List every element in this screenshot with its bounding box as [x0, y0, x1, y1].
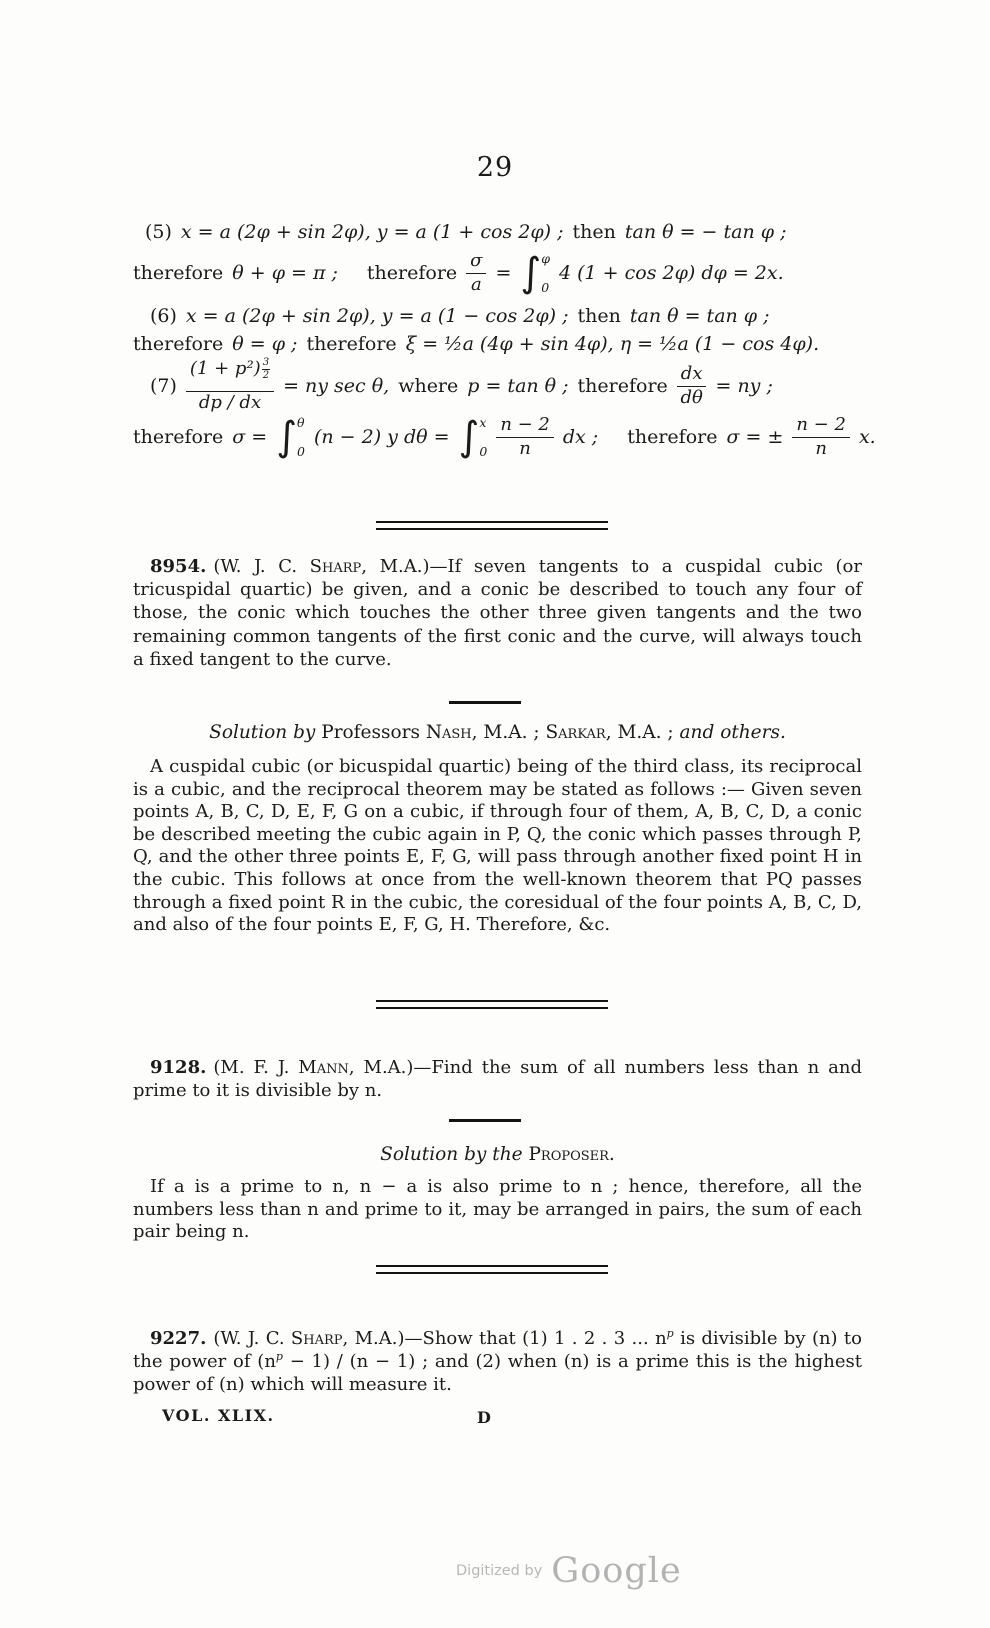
equation-tag: (7) — [150, 375, 177, 397]
exponent-three-halves: $\frac{3}{2}$ — [262, 356, 270, 381]
problem-number: 8954. — [150, 556, 207, 577]
solution-9128-heading: Solution by the Proposer. — [380, 1144, 615, 1165]
section-divider — [376, 521, 608, 530]
fraction-1-plus-p2-over-dpdx: (1 + p²) $\frac{3}{2}$ dp / dx — [186, 359, 274, 414]
solution-rule — [449, 701, 521, 704]
page-number: 29 — [476, 152, 514, 183]
fraction-sigma-over-a: $\frac{\sigma}{a}$ — [466, 251, 486, 295]
problem-8954-statement: 8954. (W. J. C. Sharp, M.A.)—If seven tangents to a cuspidal cubic (or tricuspidal quartic) be given, and a conic be described to touch any four of those, the conic which touches the other three given tangents and the two remaining common tangents of the first conic and the curve, will always touch a fixed tangent to the curve. — [133, 556, 863, 670]
solution-8954-body: A cuspidal cubic (or bicuspidal quartic) being of the third class, its reciprocal is a cubic, and the reciprocal theorem may be stated as follows :— Given seven points A, B, C, D, E, F, G on a cubic, if through four of them, A, B, C, D, a conic be described meeting the cubic again in P, Q, the conic which passes through P, Q, and the other three points E, F, G, will pass through another fixed point H in the cubic. This follows at once from the well-known theorem that PQ passes through a fixed point R in the cubic, the coresidual of the four points A, B, C, D, and also of the four points E, F, G, H. Therefore, &c. — [133, 756, 862, 936]
solver-name: Proposer. — [528, 1144, 615, 1165]
solver-name: Nash — [425, 722, 472, 743]
equation-6-line-2: therefore θ = φ ; therefore ξ = ½a (4φ + sin 4φ), η = ½a (1 − cos 4φ). — [133, 333, 820, 355]
author-name: Mann — [298, 1057, 349, 1078]
digitization-watermark — [456, 1551, 682, 1591]
equation-7-line-1: (7) (1 + p²) $\frac{3}{2}$ dp / dx = ny sec θ, where p = tan θ ; therefore $\frac{dx}{d\theta}$ = ny ; — [150, 356, 773, 413]
exponent-p: p — [666, 1327, 674, 1340]
integral-sign: ∫ x 0 — [458, 414, 488, 460]
problem-9128-statement: 9128. (M. F. J. Mann, M.A.)—Find the sum of all numbers less than n and prime to it is divisible by n. — [133, 1057, 863, 1102]
fraction-dx-over-dtheta: $\frac{dx}{d\theta}$ — [677, 364, 707, 408]
problem-number: 9227. — [150, 1328, 207, 1349]
fraction-n-minus-2-over-n: $\frac{n - 2}{n}$ — [792, 415, 850, 459]
printer-signature: D — [477, 1408, 493, 1427]
equation-tag: (5) — [145, 221, 172, 243]
equation-5-line-2: therefore θ + φ = π ; therefore $\frac{\sigma}{a}$ = ∫ φ 0 4 (1 + cos 2φ) dφ = 2x. — [133, 249, 784, 296]
exponent-p: p — [275, 1350, 283, 1364]
solution-8954-heading: Solution by Professors Nash, M.A. ; Sarkar, M.A. ; and others. — [209, 722, 786, 743]
solution-rule — [449, 1119, 521, 1122]
author-name: Sharp — [290, 1328, 343, 1349]
equation-6-line-1: (6) x = a (2φ + sin 2φ), y = a (1 − cos 2φ) ; then tan θ = tan φ ; — [150, 305, 770, 327]
volume-label: VOL. XLIX. — [162, 1406, 275, 1425]
problem-9227-statement: 9227. (W. J. C. Sharp, M.A.)—Show that (1) 1 . 2 . 3 ... $n^p$ is divisible by (n) to the power of $(n^p - 1) / (n - 1)$ ; and (2) when (n) is a prime this is the highest power of (n) which will measure it. — [133, 1327, 862, 1396]
solver-name: Sarkar — [545, 722, 606, 743]
google-logo: Google — [551, 1551, 682, 1591]
problem-number: 9128. — [150, 1057, 207, 1078]
section-divider — [376, 1000, 608, 1009]
equation-tag: (6) — [150, 305, 177, 327]
section-divider — [376, 1265, 608, 1274]
fraction-n-minus-2-over-n: $\frac{n - 2}{n}$ — [496, 415, 554, 459]
equation-7-line-2: therefore σ = ∫ θ 0 (n − 2) y dθ = ∫ x 0 $\frac{n - 2}{n}$ dx ; therefore σ = ± $\frac{n - 2}{n}$ x. — [133, 413, 876, 460]
equation-5-line-1: (5) x = a (2φ + sin 2φ), y = a (1 + cos 2φ) ; then tan θ = − tan φ ; — [145, 221, 787, 243]
integral-sign: ∫ θ 0 — [276, 414, 305, 460]
author-name: Sharp — [309, 556, 362, 577]
solution-9128-body: If a is a prime to n, n − a is also prime to n ; hence, therefore, all the numbers less than n and prime to it, may be arranged in pairs, the sum of each pair being n. — [133, 1176, 862, 1243]
watermark-prefix: Digitized by — [456, 1563, 543, 1579]
integral-sign: ∫ φ 0 — [520, 250, 550, 296]
